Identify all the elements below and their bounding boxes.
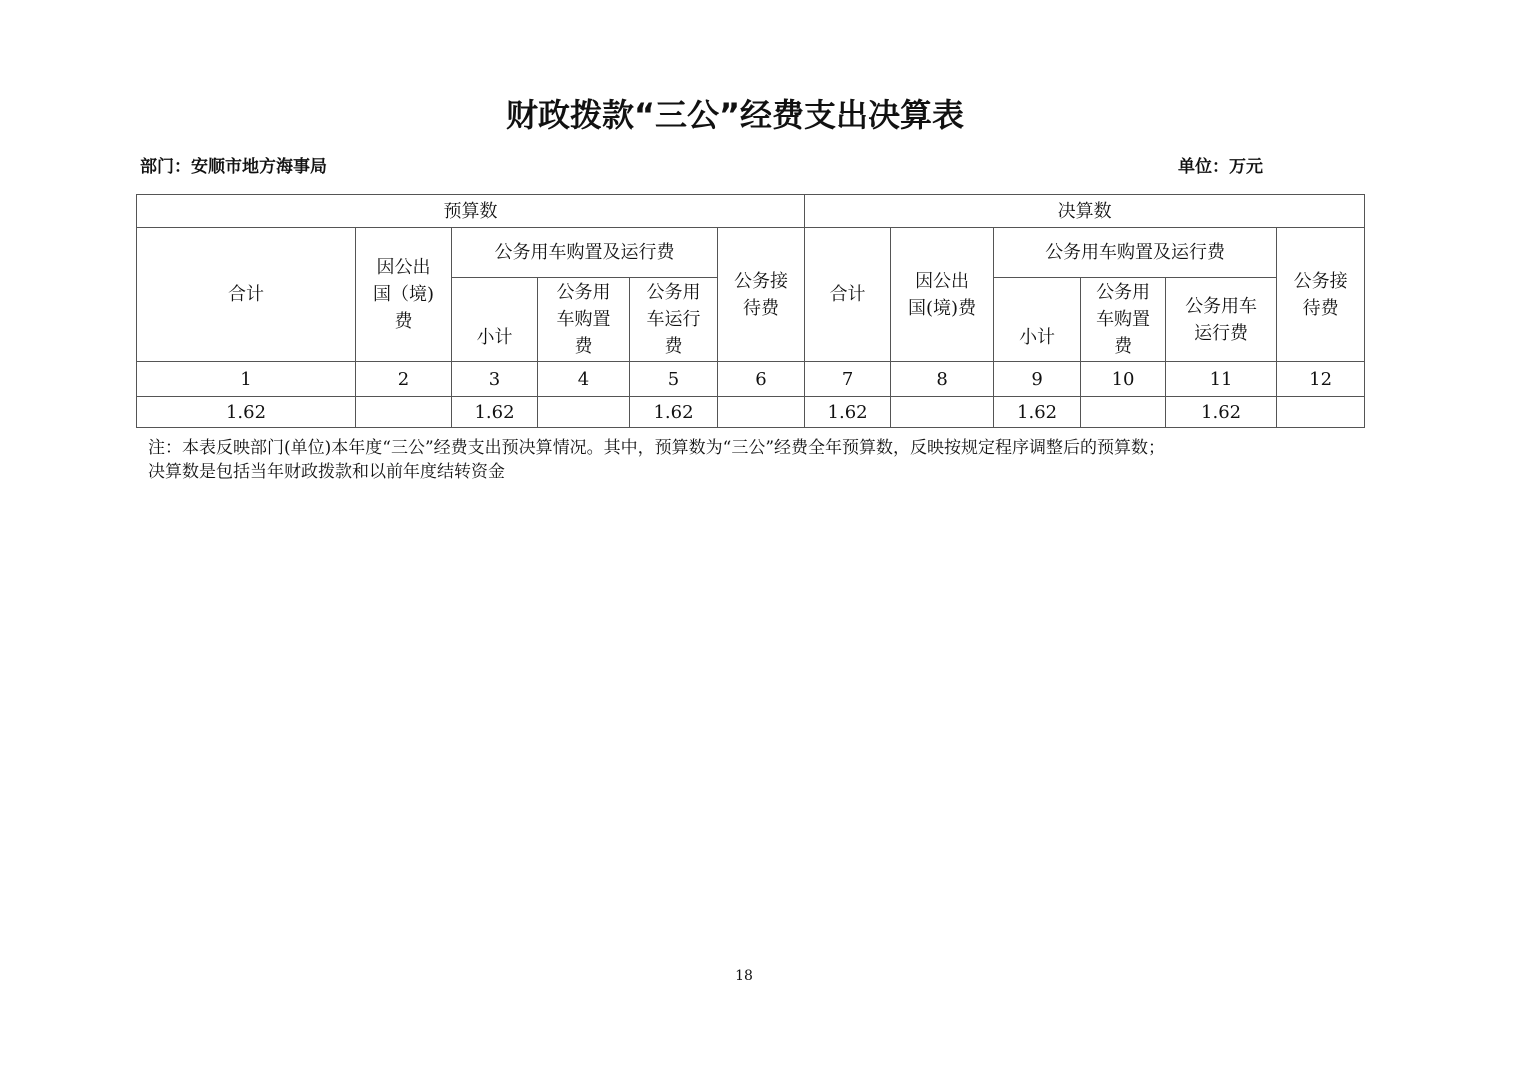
value-cell — [718, 397, 805, 428]
value-cell: 1.62 — [994, 397, 1081, 428]
value-cell: 1.62 — [630, 397, 718, 428]
budget-vehicle-purchase-header: 公务用 车购置 费 — [538, 278, 630, 362]
value-cell — [1277, 397, 1365, 428]
value-cell — [356, 397, 452, 428]
budget-abroad-header: 因公出 国（境) 费 — [356, 228, 452, 362]
page-number: 18 — [735, 968, 753, 984]
department-label: 部门：安顺市地方海事局 — [140, 157, 327, 177]
column-number: 7 — [805, 362, 891, 397]
budget-group-header: 预算数 — [137, 195, 805, 228]
column-number: 2 — [356, 362, 452, 397]
value-cell — [1081, 397, 1166, 428]
final-reception-header: 公务接 待费 — [1277, 228, 1365, 362]
column-number: 12 — [1277, 362, 1365, 397]
footnote-line: 决算数是包括当年财政拨款和以前年度结转资金 — [148, 462, 505, 482]
column-number: 9 — [994, 362, 1081, 397]
value-cell: 1.62 — [805, 397, 891, 428]
value-cell: 1.62 — [1166, 397, 1277, 428]
value-cell — [538, 397, 630, 428]
column-number: 10 — [1081, 362, 1166, 397]
footnote-line: 注：本表反映部门(单位)本年度“三公”经费支出预决算情况。其中，预算数为“三公”经费全年预算数，反映按规定程序调整后的预算数； — [148, 438, 1166, 458]
column-number: 5 — [630, 362, 718, 397]
expense-table — [136, 194, 1365, 428]
final-total-header: 合计 — [805, 228, 891, 362]
budget-vehicle-operation-header: 公务用 车运行 费 — [630, 278, 718, 362]
budget-reception-header: 公务接 待费 — [718, 228, 805, 362]
value-cell: 1.62 — [452, 397, 538, 428]
column-number: 3 — [452, 362, 538, 397]
column-number: 11 — [1166, 362, 1277, 397]
column-number: 1 — [137, 362, 356, 397]
final-vehicle-operation-header: 公务用车 运行费 — [1166, 278, 1277, 362]
final-group-header: 决算数 — [805, 195, 1365, 228]
final-subtotal-header: 小计 — [994, 278, 1081, 362]
column-number: 4 — [538, 362, 630, 397]
footnote — [148, 436, 1388, 484]
column-number: 6 — [718, 362, 805, 397]
budget-total-header: 合计 — [137, 228, 356, 362]
budget-subtotal-header: 小计 — [452, 278, 538, 362]
final-vehicle-purchase-header: 公务用 车购置 费 — [1081, 278, 1166, 362]
final-abroad-header: 因公出 国(境)费 — [891, 228, 994, 362]
value-cell: 1.62 — [137, 397, 356, 428]
final-vehicle-group-header: 公务用车购置及运行费 — [994, 228, 1277, 278]
unit-label: 单位：万元 — [1178, 157, 1263, 177]
column-number: 8 — [891, 362, 994, 397]
budget-vehicle-group-header: 公务用车购置及运行费 — [452, 228, 718, 278]
page-title: 财政拨款“三公”经费支出决算表 — [505, 96, 965, 134]
value-cell — [891, 397, 994, 428]
